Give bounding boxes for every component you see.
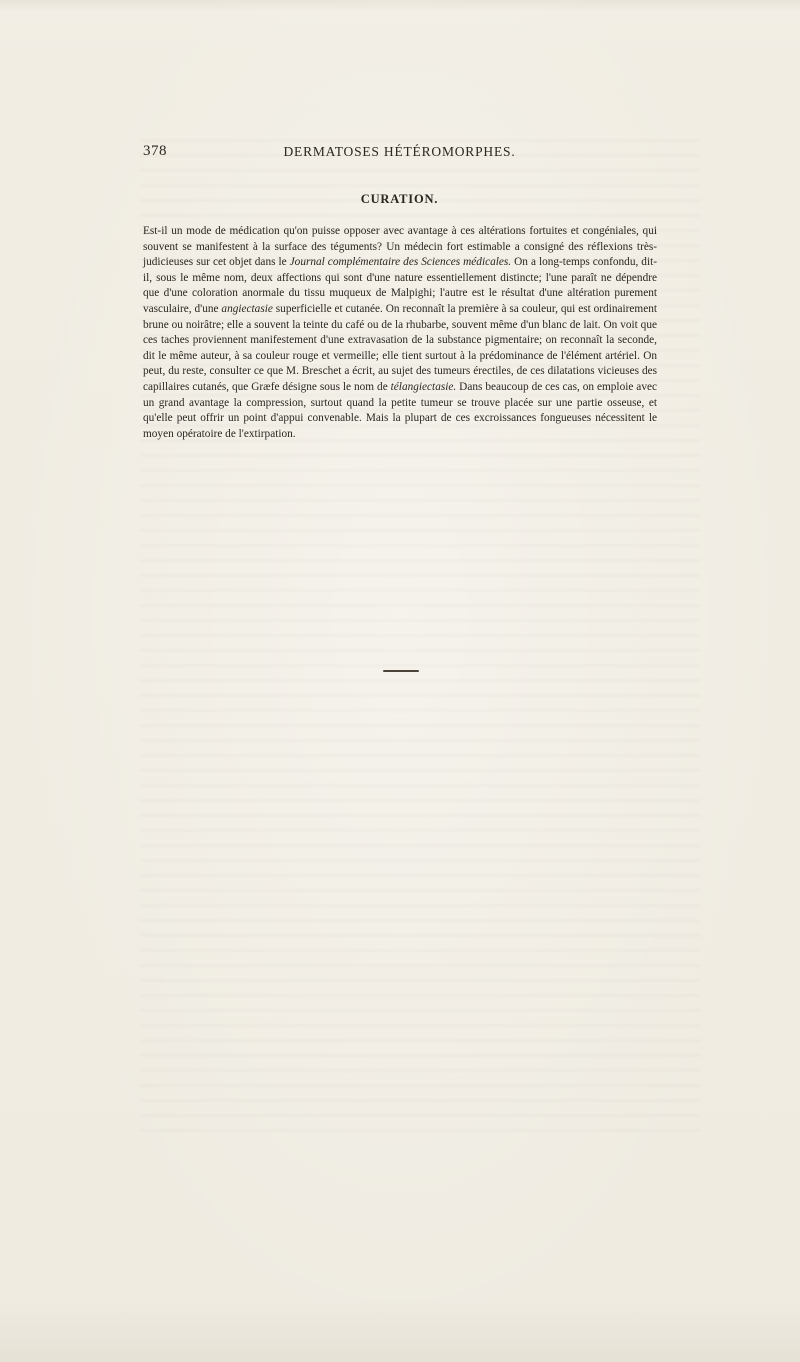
body-text	[143, 224, 657, 442]
paragraph-text-2: On a long-temps confondu, dit-il, sous le même nom, deux affections qui sont d'une nature essentiellement distincte; l'une paraît ne dépendre que d'une coloration anormale du tissu muqueux de Malpighi; l'autre est le résultat d'une altération purement vasculaire, d'une	[143, 256, 657, 315]
paragraph-text-1: Est-il un mode de médication qu'on puisse opposer avec avantage à ces altérations fortuites et congéniales, qui souvent se manifestent à la surface des téguments? Un médecin fort estimable a consigné des réflexions très-judicieuses sur cet objet dans le	[143, 225, 657, 269]
running-head	[143, 143, 656, 161]
term-telangiectasie: télangiectasie.	[390, 380, 457, 393]
section-title: CURATION.	[360, 192, 439, 206]
page-number: 378	[143, 143, 167, 159]
term-angiectasie: angiectasie	[221, 302, 273, 315]
end-rule	[383, 670, 419, 672]
paragraph-text-4: Dans beaucoup de ces cas, on emploie avec un grand avantage la compression, surtout quand la petite tumeur se trouve placée sur une partie osseuse, et qu'elle peut offrir un point d'appui convenable. Mais la plupart de ces excroissances fongueuses nécessitent le moyen opératoire de l'extirpation.	[143, 380, 657, 440]
paragraph-text-3: superficielle et cutanée. On reconnaît la première à sa couleur, qui est ordinairement brune ou noirâtre; elle a souvent la teinte du café ou de la rhubarbe, souvent même d'un blanc de lait. On voit que ces taches proviennent manifestement d'une extravasation de la substance pigmentaire; on reconnaît la seconde, dit le même auteur, à sa couleur rouge et vermeille; elle tient surtout à la prédominance de l'élément artériel. On peut, du reste, consulter ce que M. Breschet a écrit, au sujet des tumeurs érectiles, de ces dilatations vicieuses des capillaires cutanés, que Græfe désigne sous le nom de	[143, 302, 658, 393]
journal-title: Journal complémentaire des Sciences médicales.	[289, 256, 512, 269]
running-title: DERMATOSES HÉTÉROMORPHES.	[283, 144, 516, 159]
paragraph	[143, 224, 657, 442]
